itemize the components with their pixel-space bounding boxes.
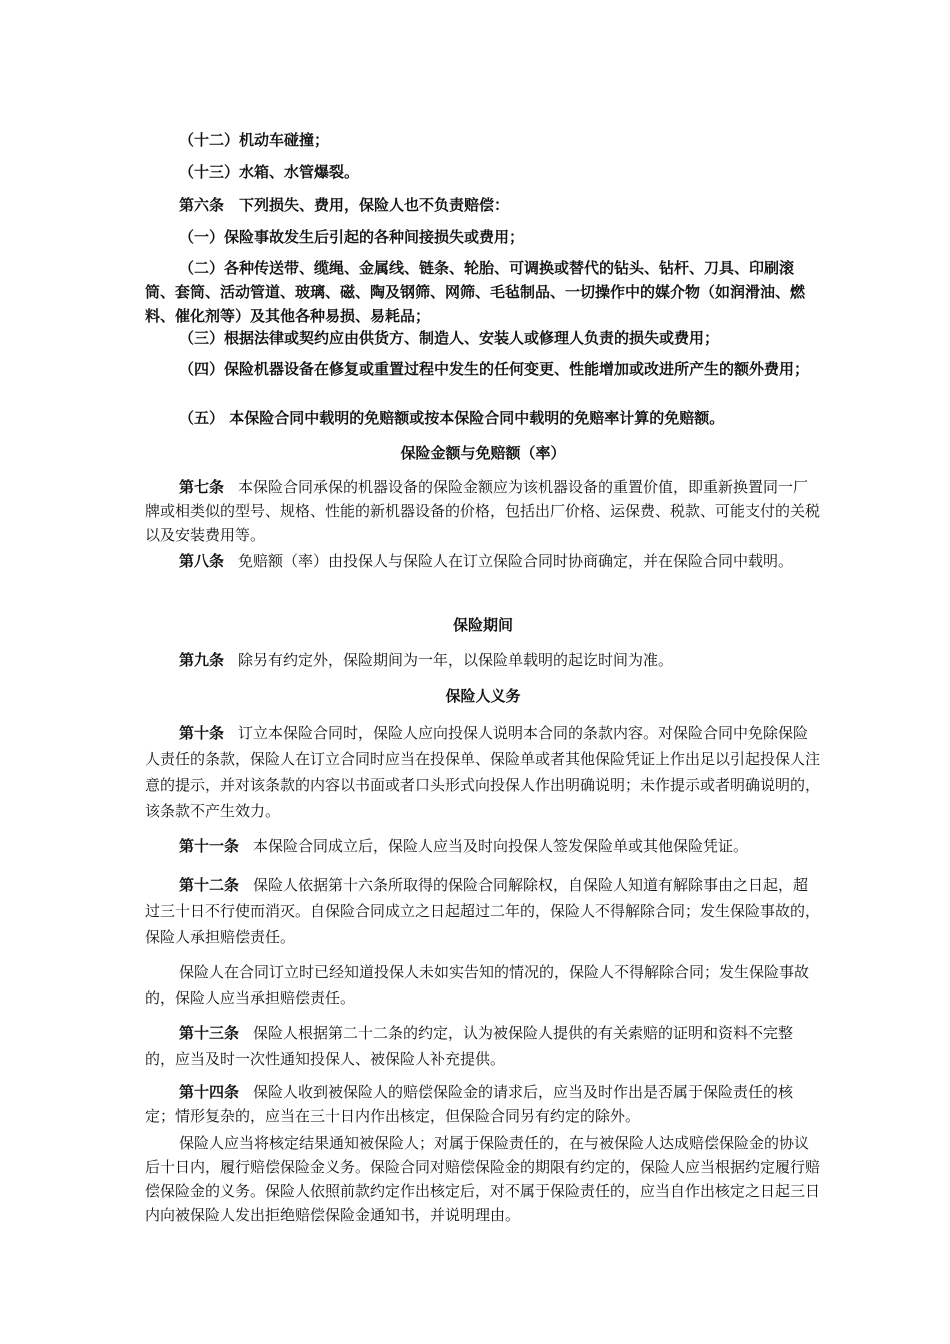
article-12-paragraph-2: 保险人在合同订立时已经知道投保人未如实告知的情况的，保险人不得解除合同；发生保险事故的，保险人应当承担赔偿责任。 bbox=[145, 963, 810, 1007]
article-7-text: 本保险合同承保的机器设备的保险金额应为该机器设备的重置价值，即重新换置同一厂牌或相类似的型号、规格、性能的新机器设备的价格，包括出厂价格、运保费、税款、可能支付的关税以及安装费用等。 bbox=[145, 478, 821, 544]
exclusion-3: （三）根据法律或契约应由供货方、制造人、安装人或修理人负责的损失或费用； bbox=[179, 329, 720, 347]
article-14-text: 保险人收到被保险人的赔偿保险金的请求后，应当及时作出是否属于保险责任的核定；情形复杂的，应当在三十日内作出核定，但保险合同另有约定的除外。 bbox=[145, 1083, 794, 1125]
item-13: （十三）水箱、水管爆裂。 bbox=[179, 163, 360, 181]
section-heading-period: 保险期间 bbox=[452, 616, 513, 634]
article-8-label: 第八条 bbox=[179, 552, 225, 570]
section-heading-insured-amount: 保险金额与免赔额（率） bbox=[400, 444, 566, 462]
section-heading-insurer-duties: 保险人义务 bbox=[445, 687, 521, 705]
article-13-text: 保险人根据第二十二条的约定，认为被保险人提供的有关索赔的证明和资料不完整的，应当及时一次性通知投保人、被保险人补充提供。 bbox=[145, 1024, 794, 1068]
article-10-label: 第十条 bbox=[179, 724, 225, 742]
article-13-label: 第十三条 bbox=[179, 1024, 240, 1042]
article-6: 第六条 下列损失、费用，保险人也不负责赔偿： bbox=[179, 196, 510, 214]
article-14 bbox=[145, 1080, 821, 1128]
article-14-label: 第十四条 bbox=[179, 1083, 240, 1101]
article-12 bbox=[145, 872, 821, 950]
article-7 bbox=[145, 475, 821, 547]
article-9-text: 除另有约定外，保险期间为一年，以保险单载明的起讫时间为准。 bbox=[238, 651, 674, 669]
article-9 bbox=[145, 648, 821, 673]
article-9-label: 第九条 bbox=[179, 651, 225, 669]
article-11-label: 第十一条 bbox=[179, 837, 240, 855]
article-14-paragraph-2: 保险人应当将核定结果通知被保险人；对属于保险责任的，在与被保险人达成赔偿保险金的协议后十日内，履行赔偿保险金义务。保险合同对赔偿保险金的期限有约定的，保险人应当根据约定履行赔偿保险金的义务。保险人依照前款约定作出核定后，对不属于保险责任的，应当自作出核定之日起三日内向被保险人发出拒绝赔偿保险金通知书，并说明理由。 bbox=[145, 1134, 821, 1224]
exclusion-5: （五） 本保险合同中载明的免赔额或按本保险合同中载明的免赔率计算的免赔额。 bbox=[179, 409, 725, 427]
exclusion-4: （四）保险机器设备在修复或重置过程中发生的任何变更、性能增加或改进所产生的额外费用； bbox=[179, 360, 810, 378]
article-11-text: 本保险合同成立后，保险人应当及时向投保人签发保险单或其他保险凭证。 bbox=[253, 837, 749, 855]
exclusion-1: （一）保险事故发生后引起的各种间接损失或费用； bbox=[179, 228, 525, 246]
exclusion-2: （二）各种传送带、缆绳、金属线、链条、轮胎、可调换或替代的钻头、钻杆、刀具、印刷滚筒、套筒、活动管道、玻璃、磁、陶及钢筛、网筛、毛毡制品、一切操作中的媒介物（如润滑油、燃料、催化剂等）及其他各种易损、易耗品； bbox=[145, 259, 806, 325]
item-12: （十二）机动车碰撞； bbox=[179, 131, 330, 149]
article-11 bbox=[145, 834, 821, 859]
article-13 bbox=[145, 1020, 821, 1072]
article-12-label: 第十二条 bbox=[179, 876, 240, 894]
article-10 bbox=[145, 720, 821, 824]
article-12-text: 保险人依据第十六条所取得的保险合同解除权，自保险人知道有解除事由之日起，超过三十日不行使而消灭。自保险合同成立之日起超过二年的，保险人不得解除合同；发生保险事故的，保险人承担赔偿责任。 bbox=[145, 876, 821, 946]
article-8-text: 免赔额（率）由投保人与保险人在订立保险合同时协商确定，并在保险合同中载明。 bbox=[238, 552, 794, 570]
article-7-label: 第七条 bbox=[179, 478, 225, 496]
article-10-text: 订立本保险合同时，保险人应向投保人说明本合同的条款内容。对保险合同中免除保险人责任的条款，保险人在订立合同时应当在投保单、保险单或者其他保险凭证上作出足以引起投保人注意的提示，并对该条款的内容以书面或者口头形式向投保人作出明确说明；未作提示或者明确说明的，该条款不产生效力。 bbox=[145, 724, 821, 820]
article-8 bbox=[145, 548, 821, 574]
